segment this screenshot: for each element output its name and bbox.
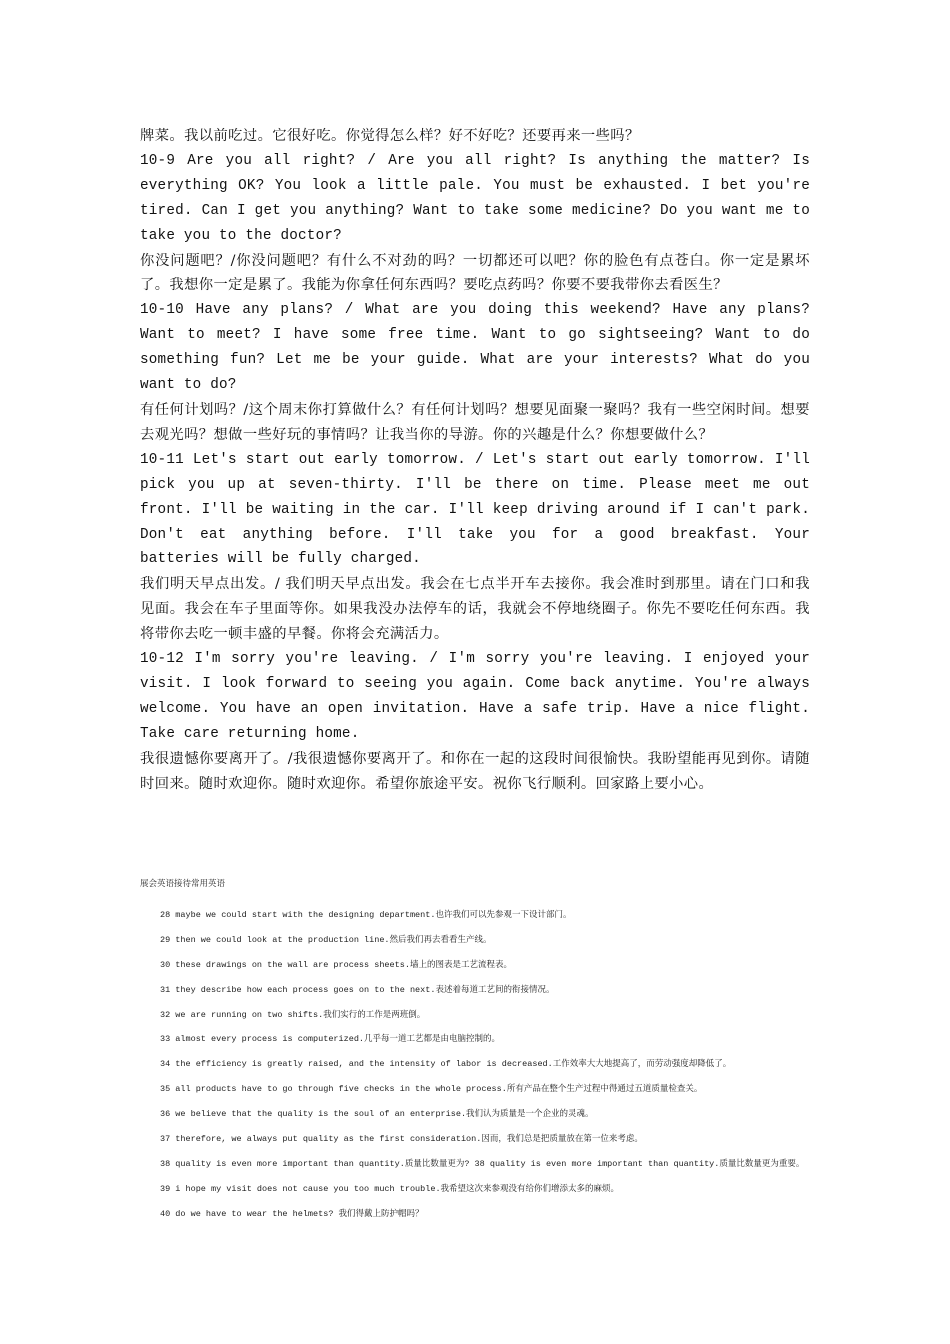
phrase-item: 30 these drawings on the wall are process sheets.墙上的图表是工艺流程表。	[160, 959, 512, 970]
paragraph-zh: 你没问题吧？/你没问题吧？有什么不对劲的吗？一切都还可以吧？你的脸色有点苍白。你一定是累坏了。我想你一定是累了。我能为你拿任何东西吗？要吃点药吗？你要不要我带你去看医生？	[140, 252, 810, 294]
phrase-item: 37 therefore, we always put quality as the first consideration.因而，我们总是把质量放在第一位来考虑。	[160, 1134, 643, 1145]
paragraph-en: 10-11 Let's start out early tomorrow. / Let's start out early tomorrow. I'll pick you up at seven-thirty. I'll be there on time. Please meet me out front. I'll be waiting in the car. I'll keep driving around if I can't park. Don't eat anything before. I'll take you for a good breakfast. Your batteries will be fully charged.	[140, 451, 810, 568]
phrase-item: 38 quality is even more important than quantity.质量比数量更为? 38 quality is even more important than quantity.质量比数量更为重要。	[160, 1158, 805, 1169]
phrase-item: 40 do we have to wear the helmets? 我们得戴上防护帽吗？	[160, 1208, 424, 1219]
dialogue-section	[140, 124, 810, 796]
phrase-item: 29 then we could look at the production line.然后我们再去看看生产线。	[160, 934, 492, 945]
phrase-item: 31 they describe how each process goes on to the next.表述着每道工艺间的衔接情况。	[160, 984, 555, 995]
phrase-item: 39 i hope my visit does not cause you too much trouble.我希望这次来参观没有给你们增添太多的麻烦。	[160, 1183, 620, 1194]
paragraph-zh: 牌菜。我以前吃过。它很好吃。你觉得怎么样？好不好吃？还要再来一些吗？	[140, 128, 640, 144]
section-title: 展会英语接待常用英语	[140, 879, 226, 889]
paragraph-en: 10-10 Have any plans? / What are you doing this weekend? Have any plans? Want to meet? I have some free time. Want to go sightseeing? Want to do something fun? Let me be your guide. What are your interests? What do you want to do?	[140, 302, 810, 394]
phrase-item: 36 we believe that the quality is the soul of an enterprise.我们认为质量是一个企业的灵魂。	[160, 1109, 594, 1120]
phrase-item: 28 maybe we could start with the designing department.也许我们可以先参观一下设计部门。	[160, 910, 572, 920]
paragraph-en: 10-12 I'm sorry you're leaving. / I'm sorry you're leaving. I enjoyed your visit. I look forward to seeing you again. Come back anytime. You're always welcome. You have an open invitation. Have a safe trip. Have a nice flight. Take care returning home.	[140, 651, 810, 742]
paragraph-zh: 有任何计划吗？/这个周末你打算做什么？有任何计划吗？想要见面聚一聚吗？我有一些空闲时间。想要去观光吗？想做一些好玩的事情吗？让我当你的导游。你的兴趣是什么？你想要做什么？	[140, 401, 810, 443]
phrase-item: 35 all products have to go through five checks in the whole process.所有产品在整个生产过程中得通过五道质量检查关。	[160, 1084, 703, 1095]
phrase-item: 32 we are running on two shifts.我们实行的工作是两班倒。	[160, 1009, 426, 1020]
phrase-item: 33 almost every process is computerized.几乎每一道工艺都是由电脑控制的。	[160, 1034, 501, 1045]
phrase-item: 34 the efficiency is greatly raised, and the intensity of labor is decreased.工作效率大大地提高了，而劳动强度却降低了。	[160, 1059, 732, 1070]
paragraph-zh: 我们明天早点出发。/ 我们明天早点出发。我会在七点半开车去接你。我会准时到那里。请在门口和我见面。我会在车子里面等你。如果我没办法停车的话，我就会不停地绕圈子。你先不要吃任何东西。我将带你去吃一顿丰盛的早餐。你将会充满活力。	[140, 576, 810, 643]
paragraph-en: 10-9 Are you all right? / Are you all right? Is anything the matter? Is everything OK? You look a little pale. You must be exhausted. I bet you're tired. Can I get you anything? Want to take some medicine? Do you want me to take you to the doctor?	[140, 152, 810, 244]
paragraph-zh: 我很遗憾你要离开了。/我很遗憾你要离开了。和你在一起的这段时间很愉快。我盼望能再见到你。请随时回来。随时欢迎你。随时欢迎你。希望你旅途平安。祝你飞行顺利。回家路上要小心。	[140, 750, 810, 792]
phrase-list	[160, 903, 820, 1227]
